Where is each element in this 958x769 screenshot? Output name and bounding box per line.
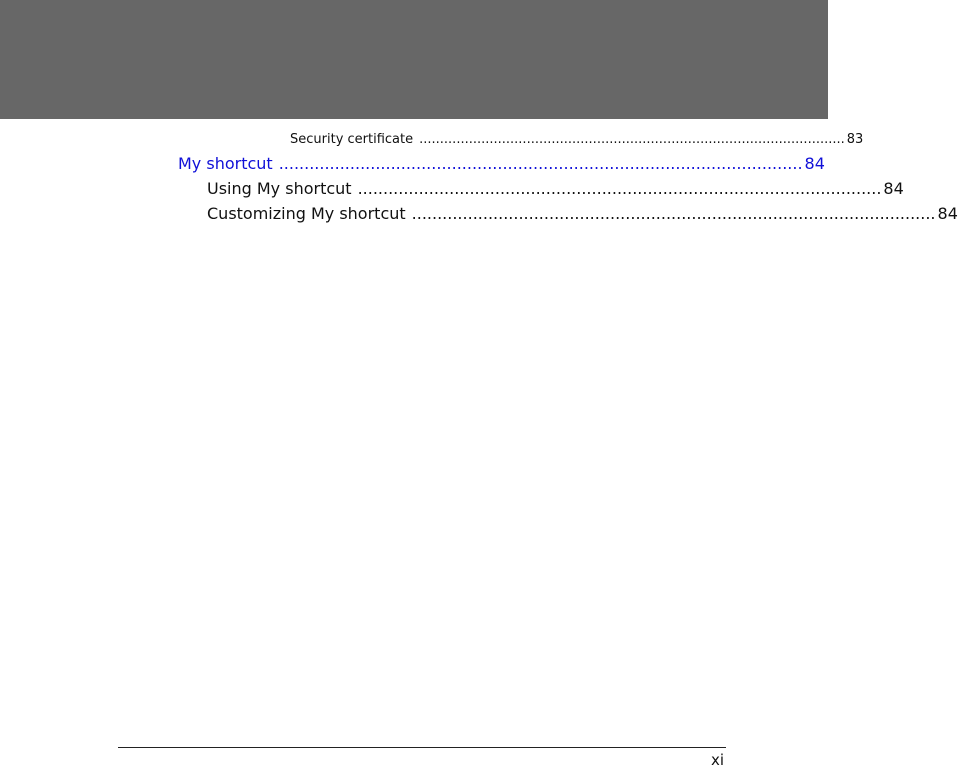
toc-section-page: 84 [804,154,825,173]
footer-rule [118,747,726,748]
dot-leader: ....................................................................................................... [278,154,803,173]
toc-entry-security-certificate[interactable] [290,130,864,150]
toc-entry-page: 83 [846,132,864,147]
toc-section-label: My shortcut [178,154,273,173]
page-number: xi [710,751,724,769]
toc-entry-page: 84 [883,179,904,198]
toc-entry-customizing-my-shortcut[interactable] [207,203,958,225]
toc-entry-label: Using My shortcut [207,179,352,198]
toc-entry-label: Security certificate [290,132,414,147]
dot-leader: ....................................................................................................... [357,179,882,198]
toc-section-my-shortcut[interactable] [178,153,825,175]
toc-entry-using-my-shortcut[interactable] [207,178,904,200]
toc-entry-page: 84 [937,204,958,223]
dot-leader: ....................................................................................................... [419,132,845,147]
dot-leader: ....................................................................................................... [411,204,936,223]
toc-entry-label: Customizing My shortcut [207,204,406,223]
